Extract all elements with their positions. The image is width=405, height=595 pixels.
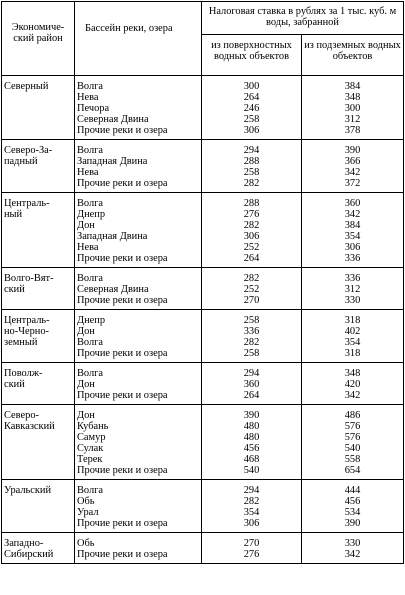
economic-region-cell: Централь- но-Черно- земный	[2, 310, 75, 363]
economic-region-cell: Поволж- ский	[2, 363, 75, 405]
surface-rate-value: 270	[243, 295, 260, 306]
surface-rate-value: 360	[243, 379, 260, 390]
basin-name: Дон	[77, 220, 95, 231]
underground-rate-value: 360	[344, 198, 361, 209]
basin-name: Самур	[77, 432, 106, 443]
header-surface-sources: из поверхностных водных объектов	[202, 35, 302, 76]
basin-name: Северная Двина	[77, 114, 149, 125]
table-row	[2, 76, 404, 140]
basin-list-cell	[75, 140, 202, 193]
surface-rate-value: 282	[243, 220, 260, 231]
surface-rate-cell	[202, 363, 302, 405]
underground-rate-value: 336	[344, 253, 361, 264]
basin-name: Волга	[77, 198, 104, 209]
underground-rate-value: 312	[344, 114, 361, 125]
underground-rate-cell	[302, 310, 404, 363]
header-tax-rate: Налоговая ставка в рублях за 1 тыс. куб. м воды, забранной	[202, 2, 404, 35]
surface-rate-value: 306	[243, 518, 260, 529]
header-underground-sources: из подземных водных объектов	[302, 35, 404, 76]
underground-rate-value: 378	[344, 125, 361, 136]
surface-rate-value: 288	[243, 156, 260, 167]
surface-rate-value: 276	[243, 209, 260, 220]
table-row	[2, 533, 404, 564]
underground-rate-value: 390	[344, 518, 361, 529]
underground-rate-cell	[302, 405, 404, 480]
basin-name: Прочие реки и озера	[77, 125, 168, 136]
surface-rate-value: 252	[243, 242, 260, 253]
surface-rate-value: 540	[243, 465, 260, 476]
underground-rate-value: 336	[344, 273, 361, 284]
underground-rate-value: 576	[344, 421, 361, 432]
underground-rate-value: 348	[344, 92, 361, 103]
basin-name: Северная Двина	[77, 284, 149, 295]
surface-rate-value: 282	[243, 496, 260, 507]
surface-rate-value: 264	[243, 253, 260, 264]
surface-rate-value: 354	[243, 507, 260, 518]
basin-name: Западная Двина	[77, 231, 148, 242]
economic-region-cell: Волго-Вят- ский	[2, 268, 75, 310]
surface-rate-value: 294	[243, 145, 260, 156]
basin-list-cell	[75, 480, 202, 533]
underground-rate-value: 312	[344, 284, 361, 295]
underground-rate-value: 318	[344, 348, 361, 359]
underground-rate-cell	[302, 268, 404, 310]
surface-rate-value: 468	[243, 454, 260, 465]
table-row	[2, 310, 404, 363]
economic-region-cell: Уральский	[2, 480, 75, 533]
surface-rate-value: 270	[243, 538, 260, 549]
table-row	[2, 193, 404, 268]
underground-rate-value: 558	[344, 454, 361, 465]
underground-rate-value: 318	[344, 315, 361, 326]
surface-rate-value: 258	[243, 167, 260, 178]
surface-rate-value: 264	[243, 92, 260, 103]
surface-rate-value: 306	[243, 125, 260, 136]
underground-rate-value: 366	[344, 156, 361, 167]
underground-rate-cell	[302, 193, 404, 268]
basin-list-cell	[75, 193, 202, 268]
surface-rate-value: 246	[243, 103, 260, 114]
underground-rate-value: 342	[344, 549, 361, 560]
surface-rate-value: 306	[243, 231, 260, 242]
underground-rate-cell	[302, 140, 404, 193]
basin-name: Прочие реки и озера	[77, 518, 168, 529]
basin-name: Прочие реки и озера	[77, 390, 168, 401]
basin-name: Волга	[77, 273, 104, 284]
water-tax-rate-table	[1, 1, 404, 564]
surface-rate-value: 456	[243, 443, 260, 454]
underground-rate-cell	[302, 76, 404, 140]
basin-name: Дон	[77, 410, 95, 421]
basin-name: Нева	[77, 242, 99, 253]
basin-name: Урал	[77, 507, 99, 518]
underground-rate-value: 390	[344, 145, 361, 156]
basin-name: Днепр	[77, 315, 106, 326]
surface-rate-cell	[202, 268, 302, 310]
surface-rate-value: 390	[243, 410, 260, 421]
economic-region-cell: Централь- ный	[2, 193, 75, 268]
surface-rate-value: 480	[243, 432, 260, 443]
table-body	[2, 76, 404, 564]
underground-rate-value: 420	[344, 379, 361, 390]
basin-name: Волга	[77, 337, 104, 348]
basin-name: Прочие реки и озера	[77, 295, 168, 306]
surface-rate-cell	[202, 193, 302, 268]
economic-region-cell: Северо- Кавказский	[2, 405, 75, 480]
surface-rate-value: 276	[243, 549, 260, 560]
underground-rate-value: 486	[344, 410, 361, 421]
underground-rate-value: 306	[344, 242, 361, 253]
underground-rate-value: 384	[344, 81, 361, 92]
basin-name: Обь	[77, 496, 95, 507]
basin-name: Прочие реки и озера	[77, 348, 168, 359]
header-basin: Бассейн реки, озера	[75, 2, 202, 76]
surface-rate-value: 288	[243, 198, 260, 209]
underground-rate-value: 330	[344, 538, 361, 549]
underground-rate-value: 342	[344, 167, 361, 178]
basin-list-cell	[75, 76, 202, 140]
surface-rate-value: 282	[243, 337, 260, 348]
economic-region-cell: Северный	[2, 76, 75, 140]
underground-rate-value: 330	[344, 295, 361, 306]
basin-list-cell	[75, 363, 202, 405]
surface-rate-value: 480	[243, 421, 260, 432]
surface-rate-value: 336	[243, 326, 260, 337]
surface-rate-cell	[202, 405, 302, 480]
basin-list-cell	[75, 310, 202, 363]
surface-rate-value: 282	[243, 273, 260, 284]
economic-region-cell: Северо-За- падный	[2, 140, 75, 193]
underground-rate-value: 354	[344, 337, 361, 348]
basin-name: Днепр	[77, 209, 106, 220]
underground-rate-value: 534	[344, 507, 361, 518]
surface-rate-value: 300	[243, 81, 260, 92]
basin-name: Западная Двина	[77, 156, 148, 167]
underground-rate-value: 456	[344, 496, 361, 507]
table-row	[2, 363, 404, 405]
surface-rate-cell	[202, 533, 302, 564]
surface-rate-value: 294	[243, 485, 260, 496]
surface-rate-cell	[202, 140, 302, 193]
basin-list-cell	[75, 405, 202, 480]
tax-rate-document	[1, 1, 403, 564]
underground-rate-value: 402	[344, 326, 361, 337]
surface-rate-value: 282	[243, 178, 260, 189]
basin-list-cell	[75, 533, 202, 564]
underground-rate-cell	[302, 480, 404, 533]
basin-name: Прочие реки и озера	[77, 178, 168, 189]
table-row	[2, 268, 404, 310]
underground-rate-value: 372	[344, 178, 361, 189]
surface-rate-value: 258	[243, 348, 260, 359]
basin-name: Терек	[77, 454, 103, 465]
basin-list-cell	[75, 268, 202, 310]
surface-rate-cell	[202, 480, 302, 533]
basin-name: Прочие реки и озера	[77, 549, 168, 560]
basin-name: Дон	[77, 379, 95, 390]
header-economic-region: Экономиче- ский район	[2, 2, 75, 76]
underground-rate-value: 654	[344, 465, 361, 476]
header-row-top	[2, 2, 404, 35]
basin-name: Сулак	[77, 443, 104, 454]
underground-rate-value: 342	[344, 209, 361, 220]
underground-rate-value: 300	[344, 103, 361, 114]
table-row	[2, 405, 404, 480]
basin-name: Волга	[77, 145, 104, 156]
underground-rate-value: 342	[344, 390, 361, 401]
surface-rate-value: 258	[243, 315, 260, 326]
underground-rate-value: 348	[344, 368, 361, 379]
basin-name: Печора	[77, 103, 110, 114]
surface-rate-cell	[202, 310, 302, 363]
underground-rate-value: 354	[344, 231, 361, 242]
table-row	[2, 140, 404, 193]
surface-rate-value: 258	[243, 114, 260, 125]
basin-name: Нева	[77, 92, 99, 103]
basin-name: Нева	[77, 167, 99, 178]
surface-rate-value: 294	[243, 368, 260, 379]
table-row	[2, 480, 404, 533]
basin-name: Волга	[77, 81, 104, 92]
underground-rate-value: 576	[344, 432, 361, 443]
basin-name: Волга	[77, 368, 104, 379]
basin-name: Обь	[77, 538, 95, 549]
basin-name: Прочие реки и озера	[77, 253, 168, 264]
basin-name: Волга	[77, 485, 104, 496]
underground-rate-cell	[302, 363, 404, 405]
economic-region-cell: Западно- Сибирский	[2, 533, 75, 564]
basin-name: Дон	[77, 326, 95, 337]
basin-name: Прочие реки и озера	[77, 465, 168, 476]
surface-rate-value: 264	[243, 390, 260, 401]
basin-name: Кубань	[77, 421, 109, 432]
surface-rate-value: 252	[243, 284, 260, 295]
underground-rate-value: 384	[344, 220, 361, 231]
surface-rate-cell	[202, 76, 302, 140]
underground-rate-cell	[302, 533, 404, 564]
underground-rate-value: 540	[344, 443, 361, 454]
underground-rate-value: 444	[344, 485, 361, 496]
